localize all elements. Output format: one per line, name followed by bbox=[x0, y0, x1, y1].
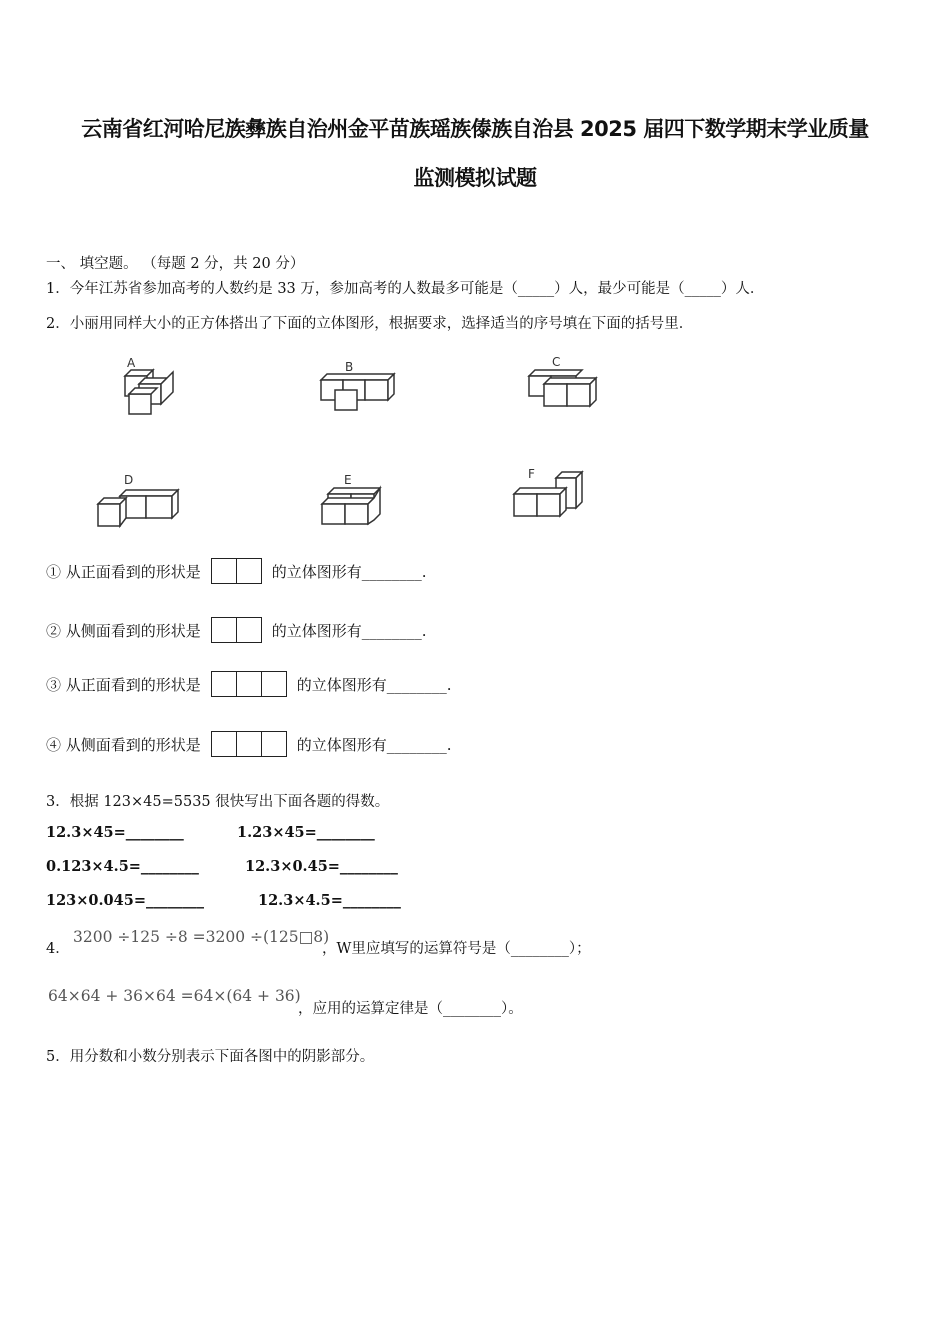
q3-item-6: 12.3×4.5=________ bbox=[258, 892, 401, 909]
q3-item-2: 1.23×45=________ bbox=[237, 824, 375, 841]
q2-sub-3 bbox=[46, 671, 452, 697]
q2-sub-2 bbox=[46, 617, 427, 643]
figure-d-label: D bbox=[124, 473, 134, 487]
q2-sub-3-suffix: 的立体图形有________. bbox=[296, 675, 452, 694]
q2-sub-2-prefix: ② 从侧面看到的形状是 bbox=[46, 621, 201, 640]
side-view-2-squares bbox=[211, 617, 262, 643]
figure-f-label: F bbox=[528, 467, 535, 481]
q2-sub-4-prefix: ④ 从侧面看到的形状是 bbox=[46, 735, 201, 754]
section-heading: 一、 填空题。 （每题 2 分，共 20 分） bbox=[46, 256, 305, 272]
q2-sub-4-suffix: 的立体图形有________. bbox=[296, 735, 452, 754]
question-5: 5．用分数和小数分别表示下面各图中的阴影部分。 bbox=[46, 1049, 375, 1065]
q2-sub-1 bbox=[46, 558, 427, 584]
question-3: 3．根据 123×45=5535 很快写出下面各题的得数。 bbox=[46, 794, 390, 810]
question-2: 2．小丽用同样大小的正方体搭出了下面的立体图形，根据要求，选择适当的序号填在下面的括号里． bbox=[46, 316, 694, 332]
figure-e bbox=[318, 470, 388, 530]
q2-sub-2-suffix: 的立体图形有________. bbox=[271, 621, 427, 640]
exam-title-line2: 监测模拟试题 bbox=[413, 166, 537, 190]
q4-blank-1: ，W里应填写的运算符号是（________）； bbox=[322, 941, 591, 957]
front-view-3-squares bbox=[211, 671, 287, 697]
q3-item-4: 12.3×0.45=________ bbox=[245, 858, 398, 875]
figure-c-label: C bbox=[552, 355, 561, 369]
q4-expression-2: 64×64 + 36×64 =64×(64 + 36) bbox=[48, 987, 301, 1005]
figure-b bbox=[318, 356, 398, 416]
question-1: 1．今年江苏省参加高考的人数约是 33 万，参加高考的人数最多可能是（_____）人，最少可能是（_____）人． bbox=[46, 281, 765, 297]
q2-sub-4 bbox=[46, 731, 452, 757]
figure-c bbox=[526, 352, 606, 412]
figure-e-label: E bbox=[344, 473, 352, 487]
q4-expression-1: 3200 ÷125 ÷8 =3200 ÷(125□8) bbox=[73, 928, 330, 946]
figure-d bbox=[96, 470, 186, 530]
figure-a bbox=[115, 352, 185, 422]
figure-a-label: A bbox=[127, 356, 136, 370]
q2-sub-1-suffix: 的立体图形有________. bbox=[271, 562, 427, 581]
q3-item-1: 12.3×45=________ bbox=[46, 824, 184, 841]
front-view-2-squares bbox=[211, 558, 262, 584]
q2-sub-1-prefix: ① 从正面看到的形状是 bbox=[46, 562, 201, 581]
q2-sub-3-prefix: ③ 从正面看到的形状是 bbox=[46, 675, 201, 694]
q4-blank-2: ，应用的运算定律是（________）。 bbox=[298, 1001, 523, 1017]
figure-b-label: B bbox=[345, 360, 354, 374]
q3-item-3: 0.123×4.5=________ bbox=[46, 858, 199, 875]
question-4-label: 4． bbox=[46, 941, 70, 957]
side-view-3-squares bbox=[211, 731, 287, 757]
figure-f bbox=[512, 462, 592, 527]
exam-title-line1: 云南省红河哈尼族彝族自治州金平苗族瑶族傣族自治县 2025 届四下数学期末学业质量 bbox=[81, 117, 869, 141]
q3-item-5: 123×0.045=________ bbox=[46, 892, 204, 909]
